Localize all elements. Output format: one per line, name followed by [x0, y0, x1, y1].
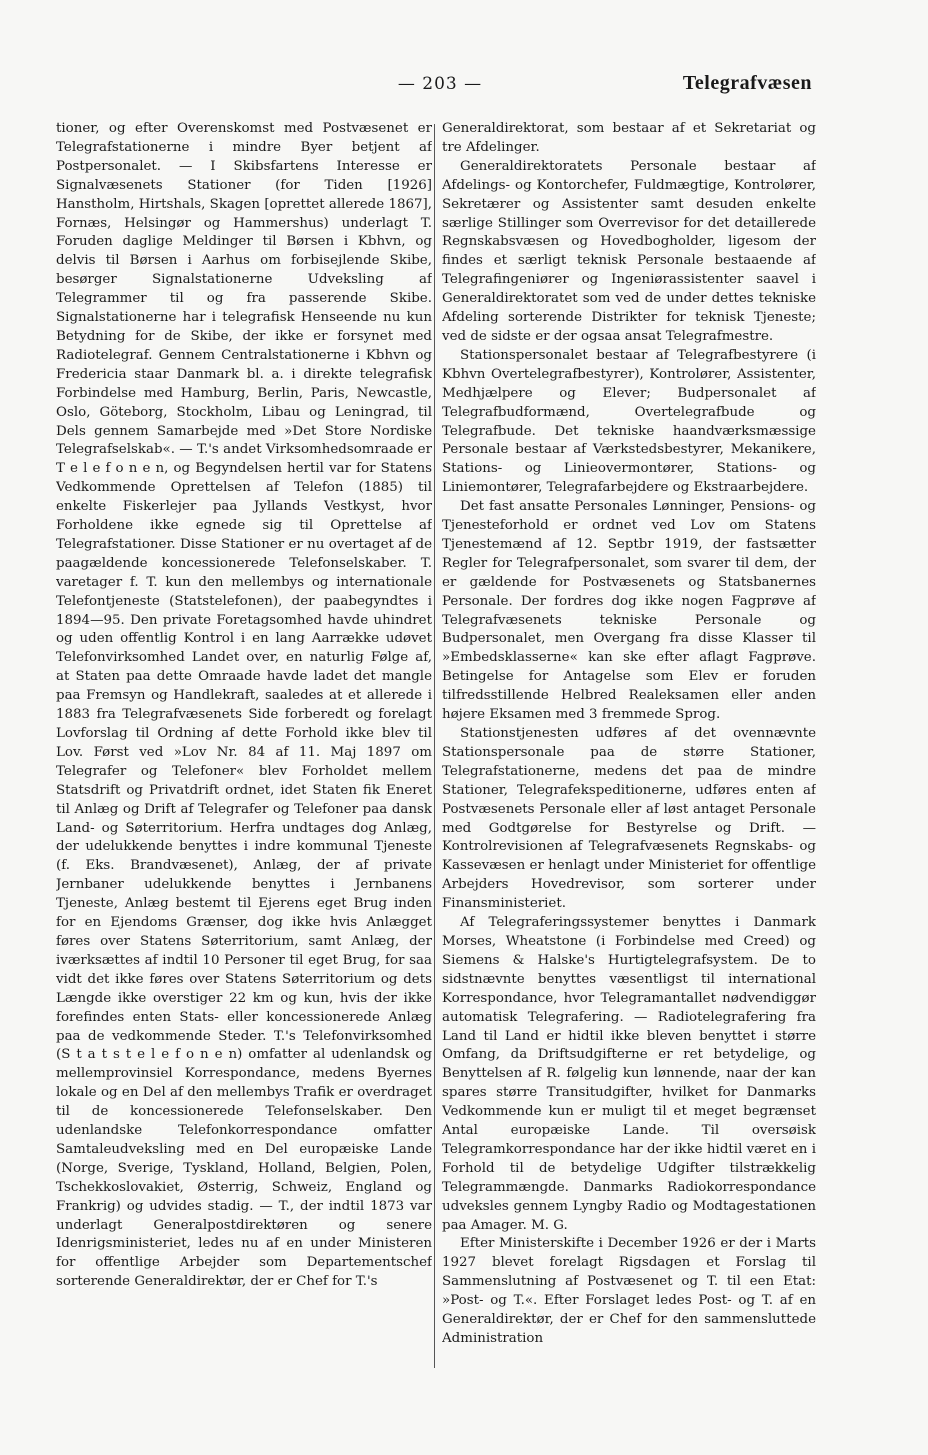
column-divider	[434, 124, 435, 1368]
paragraph: Stationspersonalet bestaar af Telegrafbestyrere (i Kbhvn Overtelegrafbestyrer), Kontrolører, Assistenter, Medhjælpere og Elever; Budpersonalet af Telegrafbudformænd, Overtelegrafbude og Telegrafbude. Det tekniske haandværksmæssige Personale bestaar af Værkstedsbestyrer, Mekanikere, Stations- og Linieovermontører, Stations- og Liniemontører, Telegrafarbejdere og Ekstraarbejdere.	[442, 347, 816, 496]
running-head: Telegrafvæsen	[682, 72, 812, 94]
paragraph: Stationstjenesten udføres af det ovennævnte Stationspersonale paa de større Stationer, Telegrafstationerne, medens det paa de mindre Stationer, Telegrafekspeditionerne, udføres enten af Postvæsenets Personale eller af løst antaget Personale med Godtgørelse for Bestyrelse og Drift. — Kontrolrevisionen af Telegrafvæsenets Regnskabs- og Kassevæsen er henlagt under Ministeriet for offentlige Arbejders Hovedrevisor, som sorterer under Finansministeriet.	[442, 726, 816, 912]
paragraph: tioner, og efter Overenskomst med Postvæsenet er Telegrafstationerne i mindre Byer betjent af Postpersonalet. — I Skibsfartens Interesse er Signalvæsenets Stationer (for Tiden [1926] Hanstholm, Hirtshals, Skagen [oprettet allerede 1867], Fornæs, Helsingør og Hammershus) underlagt T. Foruden daglige Meldinger til Børsen i Kbhvn, og delvis til Børsen i Aarhus om forbisejlende Skibe, besørger Signalstationerne Udveksling af Telegrammer til og fra passerende Skibe. Signalstationerne har i telegrafisk Henseende nu kun Betydning for de Skibe, der ikke er forsynet med Radiotelegraf. Gennem Centralstationerne i Kbhvn og Fredericia staar Danmark bl. a. i direkte telegrafisk Forbindelse med Hamburg, Berlin, Paris, Newcastle, Oslo, Göteborg, Stockholm, Libau og Leningrad, til Dels gennem Samarbejde med »Det Store Nordiske Telegrafselskab«. — T.'s andet Virksomhedsomraade er T e l e f o n e n, og Begyndelsen hertil var for Statens Vedkommende Oprettelsen af Telefon (1885) til enkelte Fiskerlejer paa Jyllands Vestkyst, hvor Forholdene ikke egnede sig til Oprettelse af Telegrafstationer. Disse Stationer er nu overtaget af de paagældende koncessionerede Telefonselskaber. T. varetager f. T. kun den mellembys og internationale Telefontjeneste (Statstelefonen), der paabegyndtes i 1894—95. Den private Foretagsomhed havde uhindret og uden offentlig Kontrol i en lang Aarrække udøvet Telefonvirksomhed Landet over, en naturlig Følge af, at Staten paa dette Omraade havde ladet det mangle paa Fremsyn og Handlekraft, saaledes at et allerede i 1883 fra Telegrafvæsenets Side forberedt og forelagt Lovforslag til Ordning af dette Forhold ikke blev til Lov. Først ved »Lov Nr. 84 af 11. Maj 1897 om Telegrafer og Telefoner« blev Forholdet mellem Statsdrift og Privatdrift ordnet, idet Staten fik Eneret til Anlæg og Drift af Telegrafer og Telefoner paa dansk Land- og Søterritorium. Herfra undtages dog Anlæg, der udelukkende benyttes i indre kommunal Tjeneste (f. Eks. Brandvæsenet), Anlæg, der af private Jernbaner udelukkende benyttes i Jernbanens Tjeneste, Anlæg bestemt til Ejerens eget Brug inden for en Ejendoms Grænser, dog ikke hvis Anlægget føres over Statens Søterritorium, samt Anlæg, der iværksættes af indtil 10 Personer til eget Brug, for saa vidt det ikke føres over Statens Søterritorium og dets Længde ikke overstiger 22 km og kun, hvis der ikke forefindes enten Stats- eller koncessionerede Anlæg paa de vedkommende Steder. T.'s Telefonvirksomhed (S t a t s t e l e f o n e n) omfatter al udenlandsk og mellemprovinsiel Korrespondance, medens Byernes lokale og en Del af den mellembys Trafik er overdraget til de koncessionerede Telefonselskaber. Den udenlandske Telefonkorrespondance omfatter Samtaleudveksling med en Del europæiske Lande (Norge, Sverige, Tyskland, Holland, Belgien, Polen, Tschekkoslovakiet, Østerrig, Schweiz, England og Frankrig) og udvides stadig. — T., der indtil 1873 var underlagt Generalpostdirektøren og senere Idenrigsministeriet, ledes nu af en under Ministeren for offentlige Arbejder som Departementschef sorterende Generaldirektør, der er Chef for T.'s	[56, 121, 432, 1290]
left-column	[56, 120, 432, 1370]
paragraph: Det fast ansatte Personales Lønninger, Pensions- og Tjenesteforhold er ordnet ved Lov om Statens Tjenestemænd af 12. Septbr 1919, der fastsætter Regler for Telegrafpersonalet, som svarer til dem, der er gældende for Postvæsenets og Statsbanernes Personale. Der fordres dog ikke nogen Fagprøve af Telegrafvæsenets tekniske Personale og Budpersonalet, men Overgang fra disse Klasser til »Embedsklasserne« kan ske efter aflagt Fagprøve. Betingelse for Antagelse som Elev er foruden tilfredsstillende Helbred Realeksamen eller anden højere Eksamen med 3 fremmede Sprog.	[442, 499, 816, 723]
right-column	[442, 120, 816, 1370]
paragraph: Generaldirektorat, som bestaar af et Sekretariat og tre Afdelinger.	[442, 121, 816, 155]
paragraph: Generaldirektoratets Personale bestaar af Afdelings- og Kontorchefer, Fuldmægtige, Kontrolører, Sekretærer og Assistenter samt desuden enkelte særlige Stillinger som Overrevisor for det detaillerede Regnskabsvæsen og Hovedbogholder, ligesom der findes et særligt teknisk Personale bestaaende af Telegrafingeniører og Ingeniørassistenter saavel i Generaldirektoratet som ved de under dettes tekniske Afdeling sorterende Distrikter for teknisk Tjeneste; ved de sidste er der ogsaa ansat Telegrafmestre.	[442, 158, 816, 344]
paragraph: Af Telegraferingssystemer benyttes i Danmark Morses, Wheatstone (i Forbindelse med Creed) og Siemens & Halske's Hurtigtelegrafsystem. De to sidstnævnte benyttes væsentligst til international Korrespondance, hvor Telegramantallet nødvendiggør automatisk Telegrafering. — Radiotelegrafering fra Land til Land er hidtil ikke bleven benyttet i større Omfang, da Driftsudgifterne er ret betydelige, og Benyttelsen af R. følgelig kun lønnende, naar der kan spares større Transitudgifter, hvilket for Danmarks Vedkommende kun er muligt til et meget begrænset Antal europæiske Lande. Til oversøisk Telegramkorrespondance har der ikke hidtil været en i Forhold til de betydelige Udgifter tilstrækkelig Telegrammængde. Danmarks Radiokorrespondance udveksles gennem Lyngby Radio og Modtagestationen paa Amager. M. G.	[442, 915, 816, 1233]
paragraph: Efter Ministerskifte i December 1926 er der i Marts 1927 blevet forelagt Rigsdagen et Forslag til Sammenslutning af Postvæsenet og T. til een Etat: »Post- og T.«. Efter Forslaget ledes Post- og T. af en Generaldirektør, der er Chef for den sammensluttede Administration	[442, 1236, 816, 1346]
page-header	[0, 64, 928, 104]
page-number: — 203 —	[397, 74, 483, 94]
